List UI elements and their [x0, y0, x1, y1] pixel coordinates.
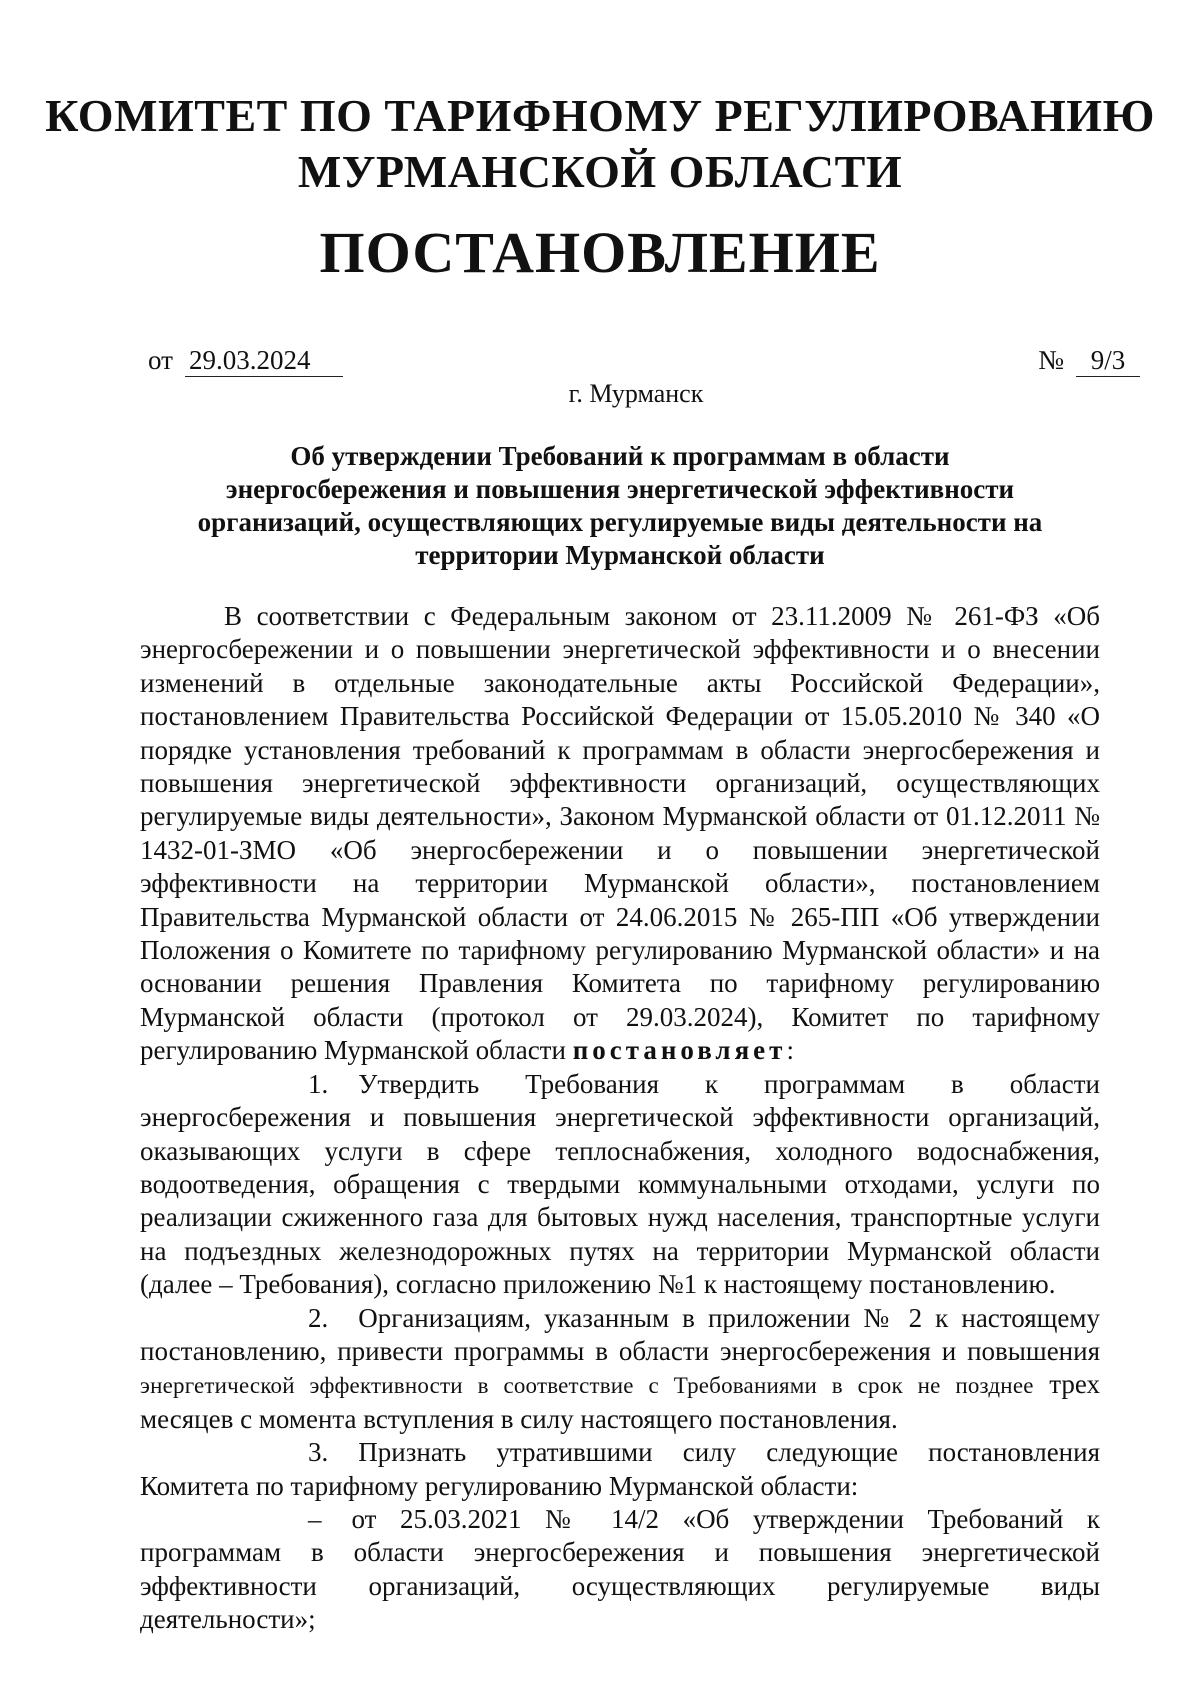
sub-item-1-text: от 25.03.2021 № 14/2 «Об утверждении Требований к программам в области энергосбережения и повышения энергетической эффективности организаций, осуществляющих регулируемые виды деятельности»; [140, 1503, 1100, 1635]
item-1-text: Утвердить Требования к программам в области энергосбережения и повышения энергетической эффективности организаций, оказывающих услуги в сфере теплоснабжения, холодного водоснабжения, водоотведения, обращения с твердыми коммунальными отходами, услуги по реализации сжиженного газа для бытовых нужд населения, транспортные услуги на подъездных железнодорожных путях на территории Мурманской области (далее – Требования), согласно приложению №1 к настоящему постановлению. [140, 1068, 1100, 1300]
resolves-word: постановляет [572, 1035, 787, 1066]
item-3 [140, 1436, 1100, 1503]
committee-name-line2: МУРМАНСКОЙ ОБЛАСТИ [297, 146, 903, 197]
subject-line2: энергосбережения и повышения энергетической эффективности [225, 474, 1015, 504]
item-2-number: 2. [308, 1302, 329, 1333]
preamble-colon: : [786, 1035, 794, 1066]
date-prefix: от [148, 345, 173, 375]
document-date [148, 344, 343, 377]
document-subject [140, 440, 1100, 572]
number-value: 9/3 [1076, 344, 1140, 377]
item-1-number: 1. [308, 1068, 329, 1099]
committee-name-line1: КОМИТЕТ ПО ТАРИФНОМУ РЕГУЛИРОВАНИЮ [45, 90, 1155, 141]
item-3-number: 3. [308, 1437, 329, 1468]
subject-line3: организаций, осуществляющих регулируемые виды деятельности на [197, 507, 1043, 537]
item-2-text-part2: энергетической эффективности в соответствие с Требованиями в срок не позднее [140, 1373, 1034, 1399]
item-1 [140, 1068, 1100, 1302]
sub-item-1-dash: – [308, 1503, 322, 1534]
document-body [140, 600, 1100, 1637]
number-prefix: № [1038, 345, 1064, 375]
item-2-text-part3: трех месяцев с момента вступления в силу настоящего постановления. [140, 1369, 1100, 1434]
item-2 [140, 1302, 1100, 1437]
sub-item-1 [140, 1503, 1100, 1637]
document-type: ПОСТАНОВЛЕНИЕ [319, 220, 881, 285]
date-value: 29.03.2024 [185, 344, 343, 377]
subject-line1: Об утверждении Требований к программам в области [290, 441, 950, 471]
preamble-text: В соответствии с Федеральным законом от 23.11.2009 № 261-ФЗ «Об энергосбережении и о повышении энергетической эффективности и о внесении изменений в отдельные законодательные акты Российской Федерации», постановлением Правительства Российской Федерации от 15.05.2010 № 340 «О порядке установления требований к программам в области энергосбережения и повышения энергетической эффективности организаций, осуществляющих регулируемые виды деятельности», Законом Мурманской области от 01.12.2011 № 1432-01-ЗМО «Об энергосбережении и о повышении энергетической эффективности на территории Мурманской области», постановлением Правительства Мурманской области от 24.06.2015 № 265-ПП «Об утверждении Положения о Комитете по тарифному регулированию Мурманской области» и на основании решения Правления Комитета по тарифному регулированию Мурманской области (протокол от 29.03.2024), Комитет по тарифному регулированию Мурманской области [140, 601, 1100, 1066]
committee-name [0, 88, 1200, 200]
city: г. Мурманск [568, 379, 704, 408]
preamble-paragraph [140, 600, 1100, 1068]
item-3-text: Признать утратившими силу следующие постановления Комитета по тарифному регулированию Мурманской области: [140, 1437, 1100, 1501]
subject-line4: территории Мурманской области [415, 540, 825, 570]
document-number [1038, 344, 1140, 377]
item-2-text-part1: Организациям, указанным в приложении № 2 к настоящему постановлению, привести программы в области энергосбережения и повышения [140, 1302, 1100, 1366]
